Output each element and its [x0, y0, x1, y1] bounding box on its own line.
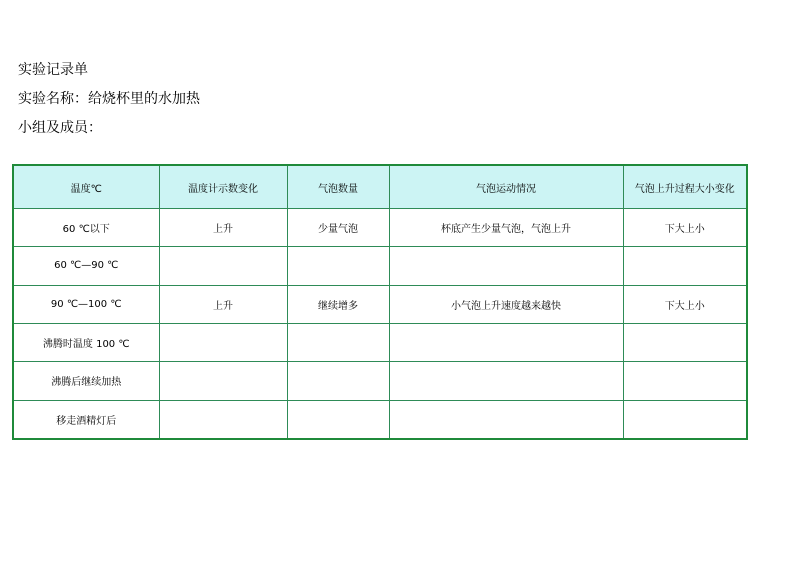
- cell-bubble-size-change: [623, 400, 747, 439]
- cell-bubble-motion: [389, 362, 623, 400]
- cell-bubble-count: [287, 400, 389, 439]
- cell-bubble-size-change: [623, 323, 747, 361]
- cell-bubble-size-change: [623, 362, 747, 400]
- cell-bubble-count: [287, 323, 389, 361]
- table-header-row: [13, 165, 747, 209]
- cell-temperature: 沸腾时温度 100 ℃: [13, 323, 159, 361]
- cell-bubble-count: [287, 247, 389, 285]
- header-bubble-motion: 气泡运动情况: [389, 165, 623, 209]
- header-thermometer-change: 温度计示数变化: [159, 165, 287, 209]
- header-temperature: 温度℃: [13, 165, 159, 209]
- document-title: 实验记录单: [18, 62, 88, 78]
- cell-bubble-size-change: 下大上小: [623, 209, 747, 247]
- cell-thermometer-change: 上升: [159, 209, 287, 247]
- cell-bubble-count: 少量气泡: [287, 209, 389, 247]
- cell-temperature: 90 ℃—100 ℃: [13, 285, 159, 323]
- experiment-record-table: [12, 164, 748, 440]
- table-row: [13, 285, 747, 323]
- cell-thermometer-change: [159, 247, 287, 285]
- cell-bubble-count: [287, 362, 389, 400]
- experiment-name: 实验名称：给烧杯里的水加热: [18, 91, 200, 107]
- cell-temperature: 沸腾后继续加热: [13, 362, 159, 400]
- cell-bubble-motion: 小气泡上升速度越来越快: [389, 285, 623, 323]
- table-row: [13, 209, 747, 247]
- header-bubble-count: 气泡数量: [287, 165, 389, 209]
- table-row: [13, 247, 747, 285]
- table-row: [13, 400, 747, 439]
- cell-bubble-motion: [389, 400, 623, 439]
- cell-temperature: 60 ℃—90 ℃: [13, 247, 159, 285]
- cell-bubble-motion: [389, 247, 623, 285]
- cell-temperature: 60 ℃以下: [13, 209, 159, 247]
- cell-bubble-size-change: [623, 247, 747, 285]
- cell-bubble-count: 继续增多: [287, 285, 389, 323]
- cell-thermometer-change: [159, 362, 287, 400]
- table-row: [13, 323, 747, 361]
- cell-thermometer-change: 上升: [159, 285, 287, 323]
- table-row: [13, 362, 747, 400]
- cell-thermometer-change: [159, 400, 287, 439]
- cell-thermometer-change: [159, 323, 287, 361]
- group-members-label: 小组及成员：: [18, 120, 102, 136]
- cell-temperature: 移走酒精灯后: [13, 400, 159, 439]
- cell-bubble-motion: 杯底产生少量气泡，气泡上升: [389, 209, 623, 247]
- cell-bubble-motion: [389, 323, 623, 361]
- header-bubble-size-change: 气泡上升过程大小变化: [623, 165, 747, 209]
- cell-bubble-size-change: 下大上小: [623, 285, 747, 323]
